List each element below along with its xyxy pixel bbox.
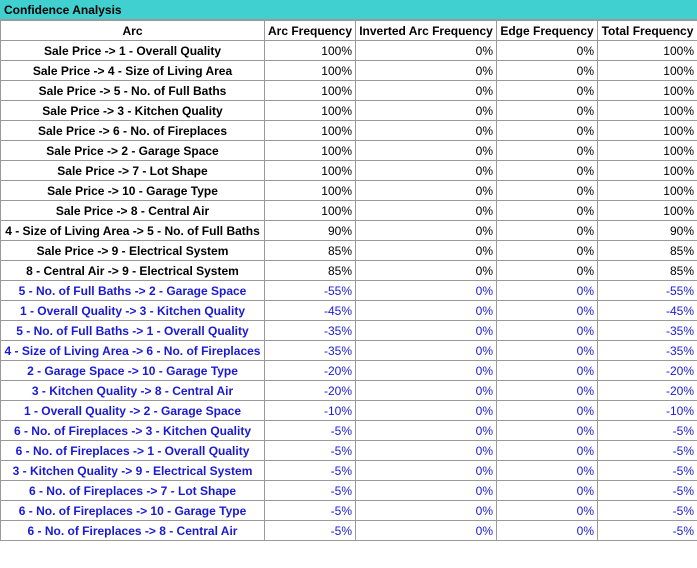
cell-total-frequency: -10% bbox=[598, 401, 697, 421]
cell-inverted-arc-frequency: 0% bbox=[356, 301, 497, 321]
cell-arc-frequency: -35% bbox=[265, 321, 356, 341]
cell-arc: Sale Price -> 5 - No. of Full Baths bbox=[1, 81, 265, 101]
cell-edge-frequency: 0% bbox=[497, 241, 598, 261]
cell-edge-frequency: 0% bbox=[497, 321, 598, 341]
cell-inverted-arc-frequency: 0% bbox=[356, 221, 497, 241]
cell-arc-frequency: -10% bbox=[265, 401, 356, 421]
cell-total-frequency: -35% bbox=[598, 321, 697, 341]
table-row bbox=[1, 221, 697, 241]
cell-arc: Sale Price -> 4 - Size of Living Area bbox=[1, 61, 265, 81]
table-row bbox=[1, 41, 697, 61]
cell-arc: 4 - Size of Living Area -> 6 - No. of Fireplaces bbox=[1, 341, 265, 361]
cell-edge-frequency: 0% bbox=[497, 441, 598, 461]
cell-arc-frequency: -5% bbox=[265, 421, 356, 441]
cell-edge-frequency: 0% bbox=[497, 461, 598, 481]
table-row bbox=[1, 461, 697, 481]
cell-edge-frequency: 0% bbox=[497, 161, 598, 181]
cell-arc-frequency: -20% bbox=[265, 381, 356, 401]
cell-arc-frequency: -35% bbox=[265, 341, 356, 361]
cell-edge-frequency: 0% bbox=[497, 201, 598, 221]
cell-inverted-arc-frequency: 0% bbox=[356, 141, 497, 161]
cell-arc-frequency: -5% bbox=[265, 501, 356, 521]
cell-arc: 5 - No. of Full Baths -> 2 - Garage Space bbox=[1, 281, 265, 301]
cell-edge-frequency: 0% bbox=[497, 81, 598, 101]
cell-edge-frequency: 0% bbox=[497, 61, 598, 81]
table-row bbox=[1, 521, 697, 541]
cell-total-frequency: -5% bbox=[598, 441, 697, 461]
cell-arc-frequency: 85% bbox=[265, 241, 356, 261]
table-body bbox=[1, 41, 697, 541]
cell-edge-frequency: 0% bbox=[497, 121, 598, 141]
cell-inverted-arc-frequency: 0% bbox=[356, 41, 497, 61]
cell-inverted-arc-frequency: 0% bbox=[356, 421, 497, 441]
cell-arc: 1 - Overall Quality -> 3 - Kitchen Quality bbox=[1, 301, 265, 321]
table-row bbox=[1, 381, 697, 401]
cell-arc: Sale Price -> 9 - Electrical System bbox=[1, 241, 265, 261]
cell-total-frequency: -20% bbox=[598, 381, 697, 401]
cell-total-frequency: 100% bbox=[598, 121, 697, 141]
col-header-inverted-arc-frequency: Inverted Arc Frequency bbox=[356, 21, 497, 41]
cell-arc: Sale Price -> 3 - Kitchen Quality bbox=[1, 101, 265, 121]
cell-arc: 3 - Kitchen Quality -> 9 - Electrical System bbox=[1, 461, 265, 481]
cell-inverted-arc-frequency: 0% bbox=[356, 161, 497, 181]
cell-total-frequency: -5% bbox=[598, 521, 697, 541]
cell-edge-frequency: 0% bbox=[497, 221, 598, 241]
cell-arc: 6 - No. of Fireplaces -> 7 - Lot Shape bbox=[1, 481, 265, 501]
cell-total-frequency: -5% bbox=[598, 481, 697, 501]
cell-total-frequency: 100% bbox=[598, 181, 697, 201]
cell-total-frequency: -55% bbox=[598, 281, 697, 301]
cell-inverted-arc-frequency: 0% bbox=[356, 61, 497, 81]
cell-edge-frequency: 0% bbox=[497, 101, 598, 121]
cell-total-frequency: -35% bbox=[598, 341, 697, 361]
cell-inverted-arc-frequency: 0% bbox=[356, 521, 497, 541]
cell-total-frequency: 85% bbox=[598, 261, 697, 281]
cell-arc-frequency: -20% bbox=[265, 361, 356, 381]
cell-inverted-arc-frequency: 0% bbox=[356, 121, 497, 141]
cell-arc-frequency: -5% bbox=[265, 461, 356, 481]
cell-total-frequency: 100% bbox=[598, 81, 697, 101]
cell-edge-frequency: 0% bbox=[497, 521, 598, 541]
cell-arc: Sale Price -> 8 - Central Air bbox=[1, 201, 265, 221]
cell-arc-frequency: 90% bbox=[265, 221, 356, 241]
cell-inverted-arc-frequency: 0% bbox=[356, 81, 497, 101]
table-row bbox=[1, 181, 697, 201]
cell-inverted-arc-frequency: 0% bbox=[356, 101, 497, 121]
col-header-total-frequency: Total Frequency bbox=[598, 21, 697, 41]
cell-total-frequency: 100% bbox=[598, 161, 697, 181]
cell-arc: Sale Price -> 10 - Garage Type bbox=[1, 181, 265, 201]
cell-arc: 6 - No. of Fireplaces -> 8 - Central Air bbox=[1, 521, 265, 541]
cell-edge-frequency: 0% bbox=[497, 401, 598, 421]
table-row bbox=[1, 341, 697, 361]
table-row bbox=[1, 361, 697, 381]
header-row bbox=[1, 21, 697, 41]
cell-arc: Sale Price -> 7 - Lot Shape bbox=[1, 161, 265, 181]
cell-arc-frequency: -5% bbox=[265, 481, 356, 501]
cell-arc-frequency: 100% bbox=[265, 41, 356, 61]
cell-total-frequency: 100% bbox=[598, 41, 697, 61]
cell-arc: Sale Price -> 1 - Overall Quality bbox=[1, 41, 265, 61]
cell-arc: 6 - No. of Fireplaces -> 1 - Overall Quality bbox=[1, 441, 265, 461]
table-row bbox=[1, 421, 697, 441]
cell-inverted-arc-frequency: 0% bbox=[356, 201, 497, 221]
cell-arc: 6 - No. of Fireplaces -> 10 - Garage Type bbox=[1, 501, 265, 521]
cell-total-frequency: 100% bbox=[598, 201, 697, 221]
cell-arc: 4 - Size of Living Area -> 5 - No. of Full Baths bbox=[1, 221, 265, 241]
cell-inverted-arc-frequency: 0% bbox=[356, 441, 497, 461]
cell-arc-frequency: -5% bbox=[265, 441, 356, 461]
cell-total-frequency: 100% bbox=[598, 141, 697, 161]
cell-total-frequency: 100% bbox=[598, 61, 697, 81]
cell-arc-frequency: 100% bbox=[265, 201, 356, 221]
cell-inverted-arc-frequency: 0% bbox=[356, 481, 497, 501]
table-row bbox=[1, 241, 697, 261]
cell-arc: 8 - Central Air -> 9 - Electrical System bbox=[1, 261, 265, 281]
cell-inverted-arc-frequency: 0% bbox=[356, 321, 497, 341]
cell-total-frequency: 85% bbox=[598, 241, 697, 261]
cell-inverted-arc-frequency: 0% bbox=[356, 501, 497, 521]
cell-arc: 6 - No. of Fireplaces -> 3 - Kitchen Quality bbox=[1, 421, 265, 441]
cell-arc: 1 - Overall Quality -> 2 - Garage Space bbox=[1, 401, 265, 421]
table-row bbox=[1, 81, 697, 101]
cell-arc: 3 - Kitchen Quality -> 8 - Central Air bbox=[1, 381, 265, 401]
table-row bbox=[1, 61, 697, 81]
table-row bbox=[1, 321, 697, 341]
cell-arc-frequency: -45% bbox=[265, 301, 356, 321]
cell-inverted-arc-frequency: 0% bbox=[356, 381, 497, 401]
cell-arc-frequency: 100% bbox=[265, 101, 356, 121]
table-row bbox=[1, 501, 697, 521]
cell-inverted-arc-frequency: 0% bbox=[356, 361, 497, 381]
cell-total-frequency: -20% bbox=[598, 361, 697, 381]
table-row bbox=[1, 161, 697, 181]
cell-edge-frequency: 0% bbox=[497, 41, 598, 61]
table-row bbox=[1, 201, 697, 221]
cell-arc-frequency: 100% bbox=[265, 121, 356, 141]
cell-arc: Sale Price -> 2 - Garage Space bbox=[1, 141, 265, 161]
cell-inverted-arc-frequency: 0% bbox=[356, 401, 497, 421]
cell-edge-frequency: 0% bbox=[497, 181, 598, 201]
cell-edge-frequency: 0% bbox=[497, 421, 598, 441]
cell-arc-frequency: -55% bbox=[265, 281, 356, 301]
cell-inverted-arc-frequency: 0% bbox=[356, 461, 497, 481]
cell-edge-frequency: 0% bbox=[497, 381, 598, 401]
cell-edge-frequency: 0% bbox=[497, 141, 598, 161]
cell-inverted-arc-frequency: 0% bbox=[356, 281, 497, 301]
table-row bbox=[1, 261, 697, 281]
table-row bbox=[1, 401, 697, 421]
cell-edge-frequency: 0% bbox=[497, 341, 598, 361]
cell-arc-frequency: 100% bbox=[265, 161, 356, 181]
table-row bbox=[1, 481, 697, 501]
cell-edge-frequency: 0% bbox=[497, 301, 598, 321]
cell-arc: Sale Price -> 6 - No. of Fireplaces bbox=[1, 121, 265, 141]
cell-edge-frequency: 0% bbox=[497, 361, 598, 381]
table-row bbox=[1, 281, 697, 301]
col-header-edge-frequency: Edge Frequency bbox=[497, 21, 598, 41]
cell-arc-frequency: 100% bbox=[265, 181, 356, 201]
table-row bbox=[1, 301, 697, 321]
table-row bbox=[1, 101, 697, 121]
col-header-arc-frequency: Arc Frequency bbox=[265, 21, 356, 41]
cell-edge-frequency: 0% bbox=[497, 481, 598, 501]
cell-total-frequency: -45% bbox=[598, 301, 697, 321]
cell-arc-frequency: 100% bbox=[265, 61, 356, 81]
cell-inverted-arc-frequency: 0% bbox=[356, 241, 497, 261]
cell-arc-frequency: 100% bbox=[265, 81, 356, 101]
cell-inverted-arc-frequency: 0% bbox=[356, 181, 497, 201]
cell-arc-frequency: 100% bbox=[265, 141, 356, 161]
table-row bbox=[1, 121, 697, 141]
sheet-title: Confidence Analysis bbox=[0, 0, 697, 20]
cell-arc: 2 - Garage Space -> 10 - Garage Type bbox=[1, 361, 265, 381]
cell-total-frequency: -5% bbox=[598, 461, 697, 481]
table-row bbox=[1, 441, 697, 461]
cell-arc: 5 - No. of Full Baths -> 1 - Overall Quality bbox=[1, 321, 265, 341]
cell-total-frequency: 100% bbox=[598, 101, 697, 121]
col-header-arc: Arc bbox=[1, 21, 265, 41]
cell-arc-frequency: 85% bbox=[265, 261, 356, 281]
confidence-table bbox=[0, 20, 697, 541]
cell-inverted-arc-frequency: 0% bbox=[356, 341, 497, 361]
cell-edge-frequency: 0% bbox=[497, 261, 598, 281]
cell-edge-frequency: 0% bbox=[497, 281, 598, 301]
cell-edge-frequency: 0% bbox=[497, 501, 598, 521]
cell-inverted-arc-frequency: 0% bbox=[356, 261, 497, 281]
cell-total-frequency: -5% bbox=[598, 421, 697, 441]
cell-arc-frequency: -5% bbox=[265, 521, 356, 541]
cell-total-frequency: -5% bbox=[598, 501, 697, 521]
cell-total-frequency: 90% bbox=[598, 221, 697, 241]
table-row bbox=[1, 141, 697, 161]
